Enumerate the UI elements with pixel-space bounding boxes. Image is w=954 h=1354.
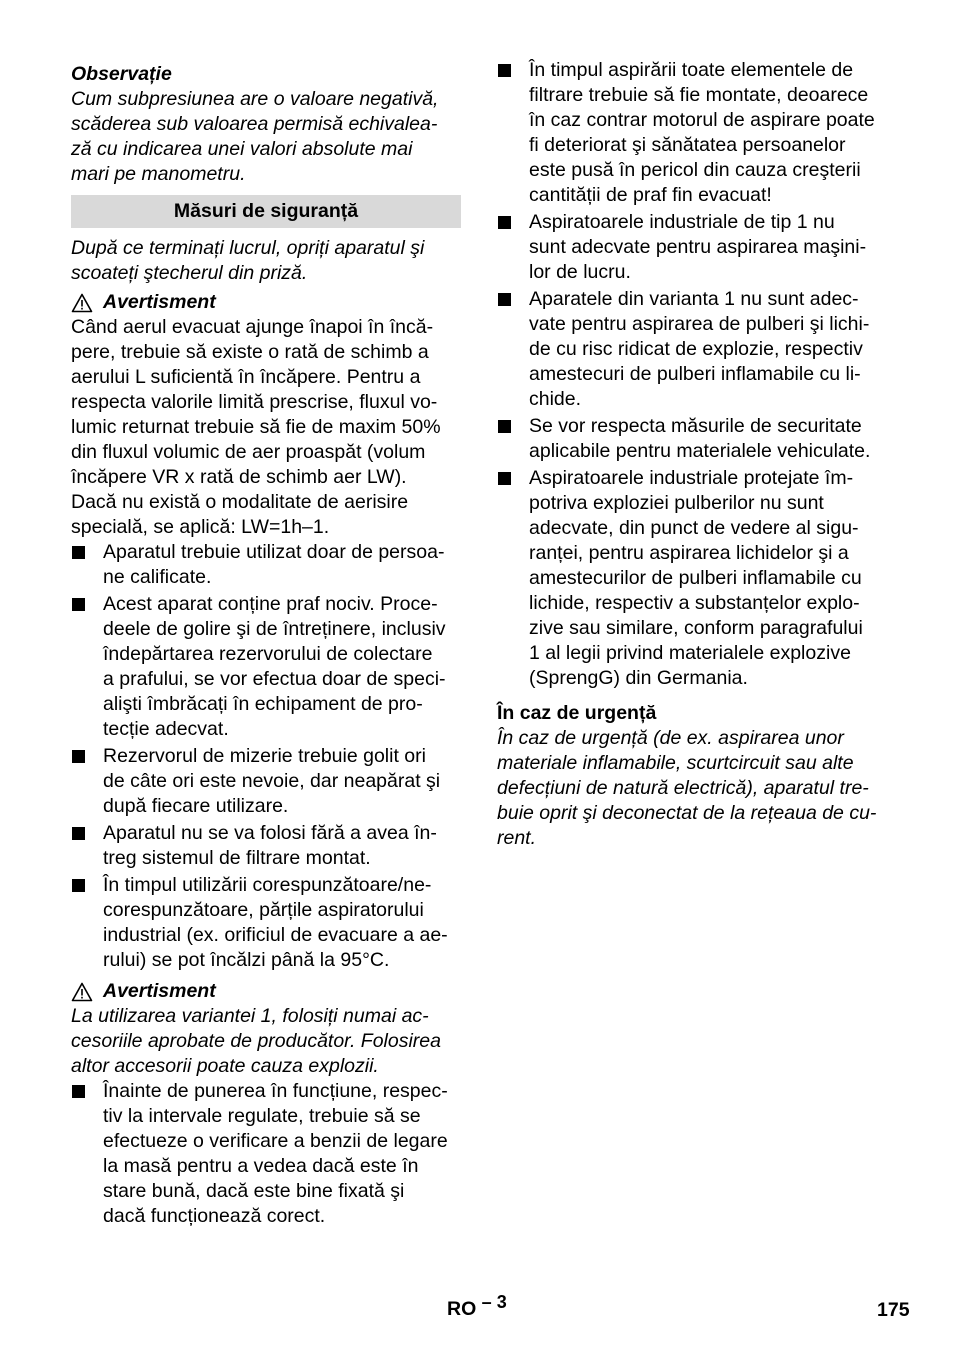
list-item-line: după fiecare utilizare.	[103, 795, 289, 817]
list-item-line: În timpul utilizării corespunzătoare/ne-	[103, 874, 432, 896]
warning-line: aerului L suficientă în încăpere. Pentru a	[71, 366, 421, 388]
warning-heading	[71, 290, 461, 315]
list-item-line: adecvate, din punct de vedere al sigu-	[529, 517, 859, 539]
list-item-line: corespunzătoare, părțile aspiratorului	[103, 899, 424, 921]
warning-line: Dacă nu există o modalitate de aerisire	[71, 491, 409, 513]
warning-line: pere, trebuie să existe o rată de schimb a	[71, 341, 429, 363]
list-item-line: treg sistemul de filtrare montat.	[103, 847, 371, 869]
list-item-line: dacă funcționează corect.	[103, 1205, 326, 1227]
emergency-line: defecțiuni de natură electrică), aparatul tre-	[497, 777, 869, 799]
warning-line: lumic returnat trebuie să fie de maxim 50%	[71, 416, 441, 438]
list-item-line: stare bună, dacă este bine fixată şi	[103, 1180, 405, 1202]
warning-line: încăpere VR x rată de schimb aer LW).	[71, 466, 407, 488]
footer-dash: –	[481, 1292, 492, 1312]
intro-line: scoateți ştecherul din priză.	[71, 262, 308, 284]
emergency-title: În caz de urgență	[497, 702, 657, 724]
list-item-line: potriva exploziei pulberilor nu sunt	[529, 492, 824, 514]
list-item-line: de cu risc ridicat de explozie, respectiv	[529, 338, 863, 360]
list-item-line: ne calificate.	[103, 566, 212, 588]
list-item-line: industrial (ex. orificiul de evacuare a ae-	[103, 924, 448, 946]
list-item	[71, 1079, 461, 1229]
warning-line: Când aerul evacuat ajunge înapoi în încă-	[71, 316, 434, 338]
section-heading-safety: Măsuri de siguranță	[71, 195, 461, 228]
warning-line: altor accesorii poate cauza explozii.	[71, 1055, 379, 1077]
list-item-line: În timpul aspirării toate elementele de	[529, 59, 854, 81]
bullet-square-icon	[72, 1085, 85, 1098]
bullet-square-icon	[498, 216, 511, 229]
note-line: scăderea sub valoarea permisă echivalea-	[71, 113, 438, 135]
list-item	[71, 873, 461, 973]
list-item-line: amestecuri de pulberi inflamabile cu li-	[529, 363, 861, 385]
list-item-line: Aparatul nu se va folosi fără a avea în-	[103, 822, 437, 844]
bullet-square-icon	[72, 598, 85, 611]
list-item-line: fi deteriorat şi sănătatea persoanelor	[529, 134, 846, 156]
list-item-line: lor de lucru.	[529, 261, 631, 283]
note-line: Cum subpresiunea are o valoare negativă,	[71, 88, 439, 110]
list-item-line: de câte ori este nevoie, dar neapărat şi	[103, 770, 441, 792]
bullet-square-icon	[72, 827, 85, 840]
safety-bullet-list	[71, 540, 461, 973]
emergency-text	[497, 726, 887, 851]
list-item	[71, 592, 461, 742]
list-item-line: Aspiratoarele industriale de tip 1 nu	[529, 211, 835, 233]
warning-triangle-icon	[71, 293, 93, 313]
warning-text	[71, 315, 461, 540]
list-item-line: Acest aparat conține praf nociv. Proce-	[103, 593, 438, 615]
right-column	[497, 58, 887, 851]
list-item	[497, 287, 887, 412]
list-item-line: Rezervorul de mizerie trebuie golit ori	[103, 745, 426, 767]
list-item-line: zive sau similare, conform paragrafului	[529, 617, 863, 639]
list-item-line: cantității de praf fin evacuat!	[529, 184, 772, 206]
list-item-line: deele de golire şi de întreținere, inclusiv	[103, 618, 446, 640]
footer-section	[482, 1292, 507, 1312]
list-item-line: Aparatul trebuie utilizat doar de persoa-	[103, 541, 445, 563]
bullet-square-icon	[498, 420, 511, 433]
list-item-line: efectueze o verificare a benzii de legare	[103, 1130, 448, 1152]
warning-line: specială, se aplică: LW=1h–1.	[71, 516, 330, 538]
emergency-line: rent.	[497, 827, 537, 849]
list-item-line: 1 al legii privind materialele explozive	[529, 642, 851, 664]
list-item	[71, 744, 461, 819]
warning-heading	[71, 979, 461, 1004]
list-item-line: alişti îmbrăcați în echipament de pro-	[103, 693, 423, 715]
warning-line: cesoriile aprobate de producător. Folosirea	[71, 1030, 441, 1052]
footer-lang: RO	[447, 1298, 477, 1320]
list-item-line: Se vor respecta măsurile de securitate	[529, 415, 862, 437]
list-item-line: vate pentru aspirarea de pulberi şi lichi-	[529, 313, 870, 335]
warning-text	[71, 1004, 461, 1079]
list-item-line: tiv la intervale regulate, trebuie să se	[103, 1105, 421, 1127]
safety-bullet-list	[497, 58, 887, 691]
intro-text	[71, 236, 461, 286]
emergency-line: În caz de urgență (de ex. aspirarea unor	[497, 727, 844, 749]
list-item	[71, 540, 461, 590]
list-item-line: sunt adecvate pentru aspirarea maşini-	[529, 236, 867, 258]
bullet-square-icon	[498, 472, 511, 485]
list-item-line: la masă pentru a vedea dacă este în	[103, 1155, 419, 1177]
list-item-line: filtrare trebuie să fie montate, deoarece	[529, 84, 869, 106]
note-title: Observație	[71, 63, 172, 85]
list-item	[497, 414, 887, 464]
warning-line: din fluxul volumic de aer proaspăt (volum	[71, 441, 426, 463]
list-item-line: în caz contrar motorul de aspirare poate	[529, 109, 875, 131]
list-item-line: Aspiratoarele industriale protejate îm-	[529, 467, 854, 489]
bullet-square-icon	[72, 750, 85, 763]
warning-title: Avertisment	[103, 980, 216, 1002]
warning-title: Avertisment	[103, 291, 216, 313]
list-item-line: tecție adecvat.	[103, 718, 229, 740]
note-line: mari pe manometru.	[71, 163, 246, 185]
note-text	[71, 87, 461, 187]
list-item	[497, 466, 887, 691]
footer-section-number: 3	[496, 1292, 507, 1312]
warning-line: respecta valorile limită prescrise, fluxul vo-	[71, 391, 438, 413]
intro-line: După ce terminați lucrul, opriți aparatul şi	[71, 237, 425, 259]
list-item-line: amestecurilor de pulberi inflamabile cu	[529, 567, 862, 589]
list-item-line: îndepărtarea rezervorului de colectare	[103, 643, 433, 665]
list-item	[497, 210, 887, 285]
list-item-line: ranței, pentru aspirarea lichidelor şi a	[529, 542, 849, 564]
footer-section-label	[447, 1292, 507, 1322]
list-item-line: Înainte de punerea în funcțiune, respec-	[103, 1080, 448, 1102]
emergency-line: materiale inflamabile, scurtcircuit sau alte	[497, 752, 854, 774]
bullet-square-icon	[498, 293, 511, 306]
bullet-square-icon	[498, 64, 511, 77]
emergency-line: buie oprit şi deconectat de la rețeaua de cu-	[497, 802, 877, 824]
note-line: ză cu indicarea unei valori absolute mai	[71, 138, 413, 160]
list-item-line: lichide, respectiv a substanțelor explo-	[529, 592, 860, 614]
warning-line: La utilizarea variantei 1, folosiți numai ac-	[71, 1005, 429, 1027]
list-item-line: rului) se pot încălzi până la 95°C.	[103, 949, 390, 971]
bullet-square-icon	[72, 546, 85, 559]
list-item-line: este pusă în pericol din cauza creşterii	[529, 159, 861, 181]
list-item-line: chide.	[529, 388, 582, 410]
list-item-line: (SprengG) din Germania.	[529, 667, 748, 689]
warning-triangle-icon	[71, 982, 93, 1002]
list-item-line: Aparatele din varianta 1 nu sunt adec-	[529, 288, 859, 310]
list-item	[71, 821, 461, 871]
page-number: 175	[877, 1299, 910, 1321]
left-column	[71, 62, 461, 1231]
list-item-line: a prafului, se vor efectua doar de speci-	[103, 668, 446, 690]
safety-bullet-list	[71, 1079, 461, 1229]
list-item	[497, 58, 887, 208]
list-item-line: aplicabile pentru materialele vehiculate.	[529, 440, 871, 462]
bullet-square-icon	[72, 879, 85, 892]
